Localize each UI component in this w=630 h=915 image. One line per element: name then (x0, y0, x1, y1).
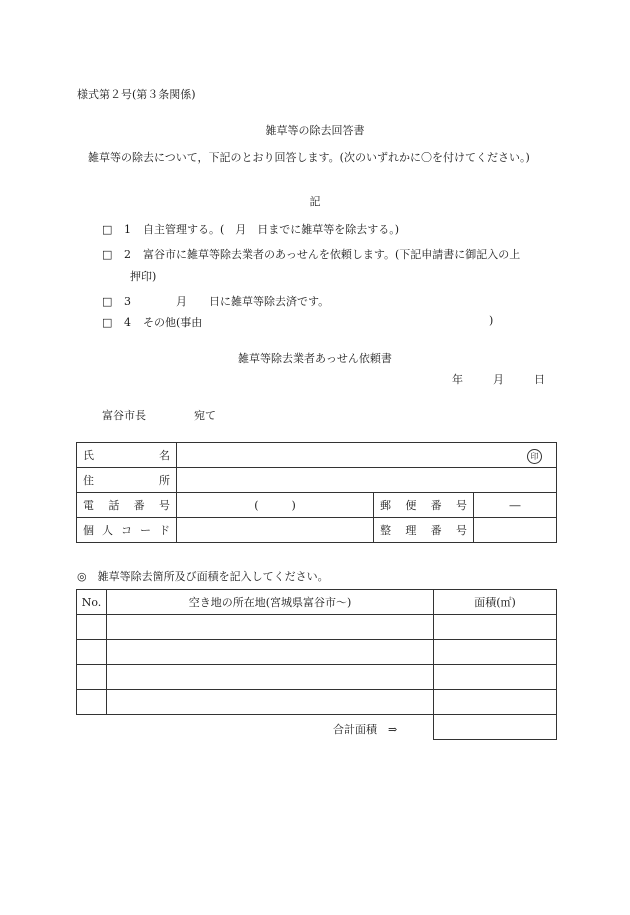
ref-number-label: 整理番号 (374, 518, 474, 543)
area-cell[interactable] (434, 690, 557, 715)
postal-field[interactable]: ― (474, 493, 557, 518)
option-2 (102, 246, 520, 262)
option-1 (102, 221, 399, 237)
option-text: その他(事由 (143, 316, 203, 329)
address-field[interactable] (177, 468, 557, 493)
seal-mark-icon: 印 (527, 449, 542, 464)
applicant-table (76, 442, 557, 543)
site-table (76, 589, 557, 740)
personal-code-label: 個人コード (77, 518, 177, 543)
col-location-header: 空き地の所在地(宮城県富谷市～) (107, 590, 434, 615)
total-area-field[interactable] (434, 715, 557, 740)
month-label: 月 (493, 373, 504, 386)
option-2-continuation: 押印) (130, 270, 157, 283)
ki-heading: 記 (309, 195, 321, 208)
checkbox-3[interactable]: □ (102, 295, 113, 308)
option-4 (102, 314, 202, 330)
area-cell[interactable] (434, 665, 557, 690)
addressee-line (102, 407, 216, 423)
phone-label: 電話番号 (77, 493, 177, 518)
no-cell[interactable] (77, 640, 107, 665)
checkbox-2[interactable]: □ (102, 248, 113, 261)
name-field[interactable] (177, 443, 557, 468)
no-cell[interactable] (77, 690, 107, 715)
checkbox-1[interactable]: □ (102, 223, 113, 236)
reply-title: 雑草等の除去回答書 (265, 124, 365, 137)
day-label: 日 (534, 373, 545, 386)
col-area-header: 面積(㎡) (434, 590, 557, 615)
col-no-header: No. (77, 590, 107, 615)
area-cell[interactable] (434, 640, 557, 665)
location-cell[interactable] (107, 690, 434, 715)
option-text: 自主管理する。( 月 日までに雑草等を除去する。) (143, 223, 400, 236)
no-cell[interactable] (77, 665, 107, 690)
date-line (452, 371, 545, 387)
reply-intro: 雑草等の除去について，下記のとおり回答します。(次のいずれかに〇を付けてください。) (88, 151, 530, 164)
option-4-close-paren: ) (489, 314, 494, 327)
site-note: ◎ 雑草等除去箇所及び面積を記入してください。 (77, 570, 329, 583)
option-number: 4 (124, 316, 131, 329)
checkbox-4[interactable]: □ (102, 316, 113, 329)
phone-field[interactable]: ( ) (177, 493, 374, 518)
form-number: 様式第２号(第３条関係) (77, 88, 196, 101)
option-number: 1 (124, 223, 131, 236)
table-row (77, 665, 557, 690)
option-number: 2 (124, 248, 131, 261)
ref-number-field[interactable] (474, 518, 557, 543)
year-label: 年 (452, 373, 463, 386)
table-row (77, 640, 557, 665)
postal-label: 郵便番号 (374, 493, 474, 518)
address-label: 住 所 (77, 468, 177, 493)
area-cell[interactable] (434, 615, 557, 640)
location-cell[interactable] (107, 615, 434, 640)
option-text: 富谷市に雑草等除去業者のあっせんを依頼します。(下記申請書に御記入の上 (143, 248, 521, 261)
table-row (77, 615, 557, 640)
name-label: 氏 名 (77, 443, 177, 468)
table-row (77, 690, 557, 715)
total-area-label: 合計面積 ⇒ (333, 723, 398, 736)
location-cell[interactable] (107, 640, 434, 665)
location-cell[interactable] (107, 665, 434, 690)
request-title: 雑草等除去業者あっせん依頼書 (238, 352, 392, 365)
option-3 (102, 293, 329, 309)
personal-code-field[interactable] (177, 518, 374, 543)
addressee: 富谷市長 (102, 409, 146, 422)
option-number: 3 (124, 295, 131, 308)
no-cell[interactable] (77, 615, 107, 640)
option-text: 月 日に雑草等除去済です。 (143, 295, 330, 308)
addressee-suffix: 宛て (194, 409, 216, 422)
